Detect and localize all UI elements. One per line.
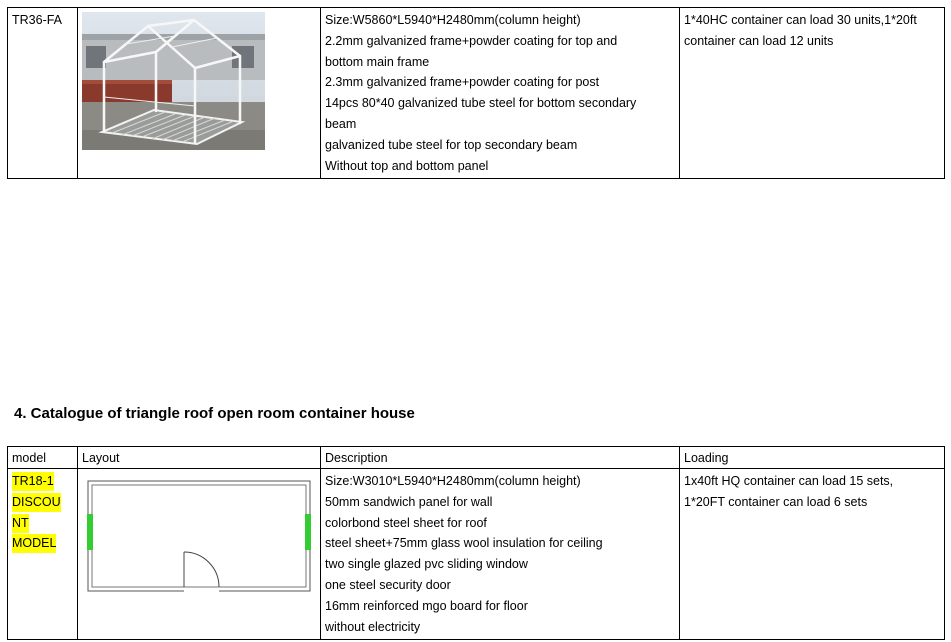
loading-cell xyxy=(680,8,945,179)
layout-cell xyxy=(78,469,321,640)
spec-line: two single glazed pvc sliding window xyxy=(325,557,528,572)
spec-line: bottom main frame xyxy=(325,54,430,69)
spec-line: without electricity xyxy=(325,619,421,634)
header-loading: Loading xyxy=(680,447,945,469)
spec-line: one steel security door xyxy=(325,577,451,592)
plan-outer-wall xyxy=(88,481,310,591)
loading-line: container can load 12 units xyxy=(684,33,834,48)
spec-line: steel sheet+75mm glass wool insulation for ceiling xyxy=(325,536,603,551)
header-layout: Layout xyxy=(78,447,321,469)
model-name: TR36-FA xyxy=(12,13,63,27)
table-header-row xyxy=(8,447,945,469)
spec-line: galvanized tube steel for top secondary beam xyxy=(325,137,578,152)
product-photo xyxy=(82,12,265,150)
spec-line: 2.3mm galvanized frame+powder coating for post xyxy=(325,75,600,90)
loading-line: 1*40HC container can load 30 units,1*20ft xyxy=(684,13,917,27)
spec-line: 16mm reinforced mgo board for floor xyxy=(325,598,528,613)
spec-line: 2.2mm galvanized frame+powder coating for top and xyxy=(325,33,618,48)
spec-line: Size:W3010*L5940*H2480mm(column height) xyxy=(325,474,581,488)
layout-cell xyxy=(78,8,321,179)
plan-window-right xyxy=(305,514,311,550)
header-description: Description xyxy=(321,447,680,469)
spec-line: 14pcs 80*40 galvanized tube steel for bottom secondary xyxy=(325,96,637,111)
loading-cell xyxy=(680,469,945,640)
model-name-line: NT xyxy=(12,514,29,533)
section-heading: 4. Catalogue of triangle roof open room container house xyxy=(14,405,415,422)
table-row xyxy=(8,469,945,640)
table-row xyxy=(8,8,945,179)
spec-line: 50mm sandwich panel for wall xyxy=(325,494,493,509)
model-name-line: DISCOU xyxy=(12,493,61,512)
model-name-line: TR18-1 xyxy=(12,472,54,491)
spec-line: colorbond steel sheet for roof xyxy=(325,515,487,530)
product-table-tr36 xyxy=(7,7,945,179)
plan-window-left xyxy=(87,514,93,550)
catalogue-table xyxy=(7,446,945,640)
spec-line: Without top and bottom panel xyxy=(325,158,489,173)
loading-line: 1x40ft HQ container can load 15 sets, xyxy=(684,474,894,488)
model-cell xyxy=(8,469,78,640)
floor-plan-drawing xyxy=(82,475,316,597)
loading-line: 1*20FT container can load 6 sets xyxy=(684,494,868,509)
model-cell xyxy=(8,8,78,179)
description-cell xyxy=(321,469,680,640)
description-cell xyxy=(321,8,680,179)
spec-line: beam xyxy=(325,116,357,131)
spec-line: Size:W5860*L5940*H2480mm(column height) xyxy=(325,13,581,27)
plan-door-swing xyxy=(184,552,219,587)
header-model: model xyxy=(8,447,78,469)
model-name-line: MODEL xyxy=(12,534,56,553)
plan-inner-wall xyxy=(92,485,306,587)
